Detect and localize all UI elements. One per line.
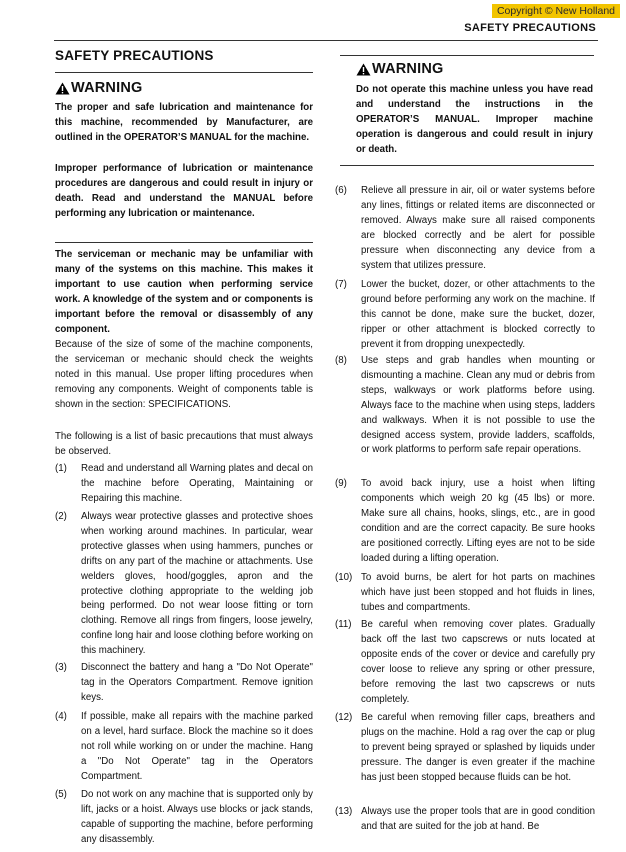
list-item-text: Be careful when removing filler caps, breathers and plugs on the machine. Hold a rag over the cap or plug to prevent being sprayed or splashed by liquids under pressure. The danger is even greater if the machine has just been stopped because fluids can be hot. (361, 712, 595, 783)
list-item-number: (13) (335, 806, 353, 817)
list-item-text: Always use the proper tools that are in good condition and that are suited for the job at hand. Be (361, 806, 595, 832)
list-item-text: To avoid back injury, use a hoist when lifting components which weigh 20 kg (45 lbs) or more. Make sure all chains, hooks, slings, etc., are in good condition and are the correct capacity. Be sure hooks are positioned correctly. Lifting eyes are not to be side loaded during a lifting operation. (361, 478, 595, 564)
warning-box-operation (356, 61, 443, 77)
intro-list-lead: The following is a list of basic precautions that must always be observed. (55, 431, 313, 457)
list-item-text: Always wear protective glasses and protective shoes when working around machines. In particular, wear protective glasses when using hammers, punches or drifts on any part of the machine or attachments. Use welders gloves, hood/goggles, apron and the protective clothing appropriate to the welding job being performed. Do not wear loose fitting or torn clothing. Remove all rings from fingers, loose jewelry, confine long hair and loose clothing before working on this machinery. (81, 511, 313, 657)
warning-box-lubrication (55, 80, 313, 96)
warning-box-bottom-rule (340, 165, 594, 166)
list-item (55, 710, 313, 785)
list-item-number: (7) (335, 279, 347, 290)
warning-text-2: Improper performance of lubrication or maintenance procedures are dangerous and could result in injury or death. Read and understand the MANUAL before performing any lubrication or maintenance. (55, 163, 313, 219)
header-rule (54, 40, 598, 41)
list-item (55, 661, 313, 706)
list-item-number: (3) (55, 662, 67, 673)
list-item-text: Relieve all pressure in air, oil or water systems before any lines, fittings or related items are disconnected or removed. Always make sure all raised components are blocked correctly and be alert for possible pressure when disconnecting any device from a system that utilizes pressure. (361, 185, 595, 271)
list-item-number: (6) (335, 185, 347, 196)
warning-label: WARNING (71, 80, 143, 96)
list-item-text: Disconnect the battery and hang a "Do Not Operate" tag in the Operators Compartment. Remove ignition keys. (81, 662, 313, 703)
list-item (335, 184, 595, 273)
list-item (335, 278, 595, 353)
list-item-number: (12) (335, 712, 353, 723)
list-item (335, 354, 595, 458)
warning-heading (55, 80, 313, 96)
list-item-text: Be careful when removing cover plates. Gradually back off the last two capscrews or nuts located at opposite ends of the cover or device and carefully pry cover loose to relieve any spring or other pressure, before removing the last two capscrews or nuts completely. (361, 619, 595, 705)
list-item-number: (5) (55, 789, 67, 800)
list-item (335, 571, 595, 616)
list-item-text: Lower the bucket, dozer, or other attachments to the ground before performing any work on the machine. If this cannot be done, make sure the bucket, dozer, ripper or other attachment is blocked correctly to prevent it from dropping unexpectedly. (361, 279, 595, 350)
list-item-number: (4) (55, 711, 67, 722)
list-item-text: Do not work on any machine that is supported only by lift, jacks or a hoist. Always use blocks or jack stands, capable of supporting the machine, before performing any disassembly. (81, 789, 313, 845)
list-item (335, 477, 595, 566)
copyright-banner: Copyright © New Holland (492, 4, 620, 18)
warning-box-top-rule (340, 55, 594, 56)
list-item (335, 805, 595, 835)
list-item-number: (9) (335, 478, 347, 489)
warning-text-operation: Do not operate this machine unless you have read and understand the instructions in the OPERATOR’S MANUAL. Improper machine operation is dangerous and could result in injury or death. (356, 84, 593, 155)
intro-paragraph: Because of the size of some of the machine components, the serviceman or mechanic should check the weights noted in this manual. Use proper lifting procedures when removing any components. Weight of components table is shown in the section: SPECIFICATIONS. (55, 339, 313, 410)
section-title-rule (55, 72, 313, 73)
section-title: SAFETY PRECAUTIONS (55, 48, 214, 63)
list-item (335, 711, 595, 786)
list-item-number: (11) (335, 619, 352, 630)
list-item (55, 462, 313, 507)
list-item-text: If possible, make all repairs with the machine parked on a level, hard surface. Block the machine so it does not roll while working on or under the machine. Hang a "Do Not Operate" tag in the Operators Compartment. (81, 711, 313, 782)
warning-triangle-icon (55, 82, 70, 95)
list-item-text: To avoid burns, be alert for hot parts on machines which have just been stopped and hot fluids in lines, tubes and compartments. (361, 572, 595, 613)
list-item-text: Read and understand all Warning plates and decal on the machine before Operating, Maintaining or Repairing this machine. (81, 463, 313, 504)
warning-heading (356, 61, 443, 77)
warning-triangle-icon (356, 63, 371, 76)
list-item-number: (1) (55, 463, 67, 474)
list-item (55, 788, 313, 848)
list-item-number: (10) (335, 572, 353, 583)
list-item-number: (2) (55, 511, 67, 522)
list-item-number: (8) (335, 355, 347, 366)
warning-text-1: The proper and safe lubrication and maintenance for this machine, recommended by Manufacturer, are outlined in the OPERATOR’S MANUAL for the machine. (55, 102, 313, 143)
list-item (335, 618, 595, 707)
warning-label: WARNING (372, 61, 444, 77)
list-item (55, 510, 313, 659)
running-head: SAFETY PRECAUTIONS (464, 22, 596, 34)
list-item-text: Use steps and grab handles when mounting or dismounting a machine. Clean any mud or debris from steps, walkways or work platforms before using. Always face to the machine when using steps, ladders and walkways. When it is not possible to use the designed access system, provide ladders, scaffolds, or work platforms to perform safe repair operations. (361, 355, 595, 456)
warning-rule (55, 242, 313, 243)
intro-bold-paragraph: The serviceman or mechanic may be unfamiliar with many of the systems on this machine. This makes it important to use caution when performing service work. A knowledge of the system and or components is important before the removal or disassembly of any component. (55, 249, 313, 335)
